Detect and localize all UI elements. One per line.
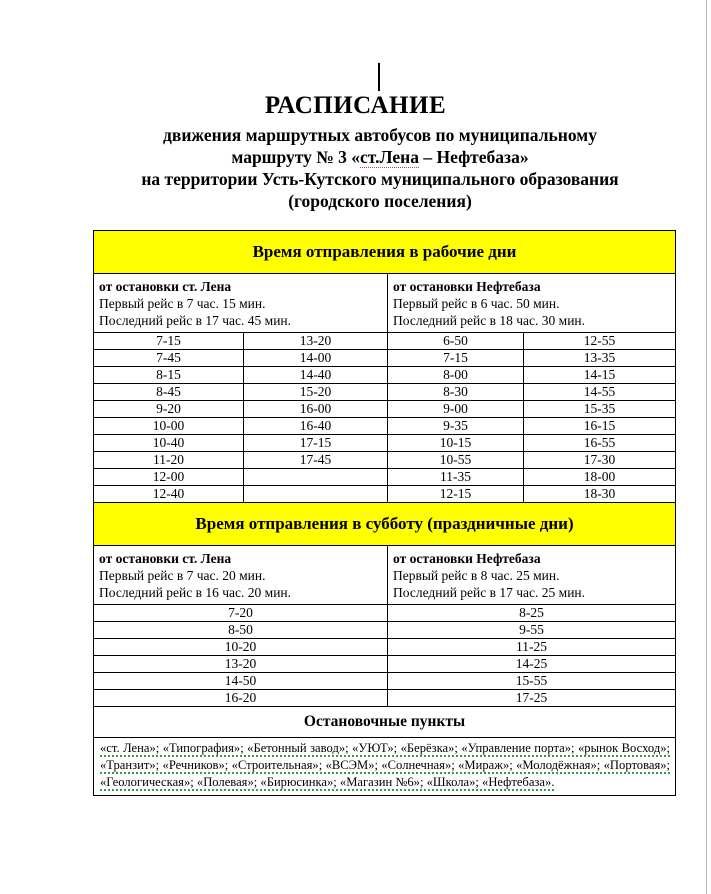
time-cell: 18-00 <box>524 469 676 486</box>
time-cell: 16-20 <box>94 690 388 707</box>
time-cell: 9-55 <box>388 622 676 639</box>
time-cell: 8-45 <box>94 384 244 401</box>
weekday-header: Время отправления в рабочие дни <box>94 231 676 274</box>
weekday-right-title: от остановки Нефтебаза <box>393 279 541 294</box>
weekday-right-info <box>388 274 676 333</box>
time-cell: 8-30 <box>388 384 524 401</box>
text-cursor <box>378 63 380 91</box>
time-cell: 9-00 <box>388 401 524 418</box>
saturday-row <box>94 639 676 656</box>
time-cell: 11-20 <box>94 452 244 469</box>
stops-list: «ст. Лена»; «Типография»; «Бетонный завод»; «УЮТ»; «Берёзка»; «Управление порта»; «рынок Восход»; «Транзит»; «Речников»; «Строительная»; «ВСЭМ»; «Солнечная»; «Мираж»; «Молодёжная»; «Портовая»; «Геологическая»; «Полевая»; «Бирюсинка»; «Магазин №6»; «Школа»; «Нефтебаза». <box>100 741 671 789</box>
time-cell: 7-45 <box>94 350 244 367</box>
stops-header: Остановочные пункты <box>94 707 676 738</box>
saturday-row <box>94 656 676 673</box>
weekday-left-info <box>94 274 388 333</box>
time-cell: 11-25 <box>388 639 676 656</box>
time-cell: 12-15 <box>388 486 524 503</box>
saturday-row <box>94 673 676 690</box>
saturday-info-row <box>94 546 676 605</box>
weekday-row <box>94 384 676 401</box>
time-cell: 16-00 <box>244 401 388 418</box>
saturday-header-row <box>94 503 676 546</box>
weekday-right-last: Последний рейс в 18 час. 30 мин. <box>393 313 586 328</box>
saturday-left-first: Первый рейс в 7 час. 20 мин. <box>99 568 266 583</box>
subtitle-line-3: на территории Усть-Кутского муниципального образования <box>141 169 619 189</box>
time-cell: 10-15 <box>388 435 524 452</box>
time-cell: 10-00 <box>94 418 244 435</box>
time-cell: 8-50 <box>94 622 388 639</box>
time-cell: 16-40 <box>244 418 388 435</box>
time-cell: 17-45 <box>244 452 388 469</box>
stops-cell <box>94 738 676 796</box>
weekday-left-first: Первый рейс в 7 час. 15 мин. <box>99 296 266 311</box>
weekday-left-title: от остановки ст. Лена <box>99 279 232 294</box>
saturday-header: Время отправления в субботу (праздничные дни) <box>94 503 676 546</box>
time-cell: 8-25 <box>388 605 676 622</box>
time-cell: 14-40 <box>244 367 388 384</box>
weekday-left-last: Последний рейс в 17 час. 45 мин. <box>99 313 292 328</box>
time-cell: 8-00 <box>388 367 524 384</box>
weekday-row <box>94 367 676 384</box>
time-cell <box>244 469 388 486</box>
time-cell: 10-20 <box>94 639 388 656</box>
time-cell: 17-15 <box>244 435 388 452</box>
time-cell: 17-30 <box>524 452 676 469</box>
weekday-header-row <box>94 231 676 274</box>
saturday-left-title: от остановки ст. Лена <box>99 551 232 566</box>
time-cell: 9-20 <box>94 401 244 418</box>
time-cell <box>244 486 388 503</box>
weekday-info-row <box>94 274 676 333</box>
time-cell: 13-35 <box>524 350 676 367</box>
time-cell: 12-55 <box>524 333 676 350</box>
time-cell: 17-25 <box>388 690 676 707</box>
time-cell: 10-40 <box>94 435 244 452</box>
time-cell: 13-20 <box>94 656 388 673</box>
weekday-row <box>94 333 676 350</box>
time-cell: 7-20 <box>94 605 388 622</box>
time-cell: 13-20 <box>244 333 388 350</box>
time-cell: 15-35 <box>524 401 676 418</box>
weekday-row <box>94 486 676 503</box>
weekday-right-first: Первый рейс в 6 час. 50 мин. <box>393 296 560 311</box>
saturday-right-info <box>388 546 676 605</box>
subtitle-line-1: движения маршрутных автобусов по муниципальному <box>163 125 597 145</box>
document-title: РАСПИСАНИЕ <box>264 92 447 119</box>
document-subtitle <box>0 124 711 212</box>
saturday-row <box>94 690 676 707</box>
weekday-row <box>94 452 676 469</box>
time-cell: 8-15 <box>94 367 244 384</box>
time-cell: 16-55 <box>524 435 676 452</box>
weekday-row <box>94 469 676 486</box>
time-cell: 14-55 <box>524 384 676 401</box>
time-cell: 14-25 <box>388 656 676 673</box>
time-cell: 9-35 <box>388 418 524 435</box>
time-cell: 7-15 <box>94 333 244 350</box>
saturday-right-last: Последний рейс в 17 час. 25 мин. <box>393 585 586 600</box>
weekday-row <box>94 435 676 452</box>
time-cell: 15-55 <box>388 673 676 690</box>
saturday-left-last: Последний рейс в 16 час. 20 мин. <box>99 585 292 600</box>
time-cell: 12-40 <box>94 486 244 503</box>
time-cell: 12-00 <box>94 469 244 486</box>
subtitle-line-4: (городского поселения) <box>288 191 472 211</box>
time-cell: 7-15 <box>388 350 524 367</box>
saturday-right-first: Первый рейс в 8 час. 25 мин. <box>393 568 560 583</box>
time-cell: 16-15 <box>524 418 676 435</box>
time-cell: 18-30 <box>524 486 676 503</box>
time-cell: 6-50 <box>388 333 524 350</box>
time-cell: 14-00 <box>244 350 388 367</box>
saturday-left-info <box>94 546 388 605</box>
spellcheck-word: ст.Лена <box>360 147 419 167</box>
time-cell: 15-20 <box>244 384 388 401</box>
subtitle-line-2: маршруту № 3 «ст.Лена – Нефтебаза» <box>231 147 529 167</box>
weekday-row <box>94 350 676 367</box>
saturday-row <box>94 622 676 639</box>
weekday-row <box>94 418 676 435</box>
schedule-table <box>93 230 676 796</box>
weekday-row <box>94 401 676 418</box>
saturday-right-title: от остановки Нефтебаза <box>393 551 541 566</box>
time-cell: 14-50 <box>94 673 388 690</box>
time-cell: 14-15 <box>524 367 676 384</box>
stops-row <box>94 738 676 796</box>
time-cell: 11-35 <box>388 469 524 486</box>
stops-header-row <box>94 707 676 738</box>
saturday-row <box>94 605 676 622</box>
time-cell: 10-55 <box>388 452 524 469</box>
